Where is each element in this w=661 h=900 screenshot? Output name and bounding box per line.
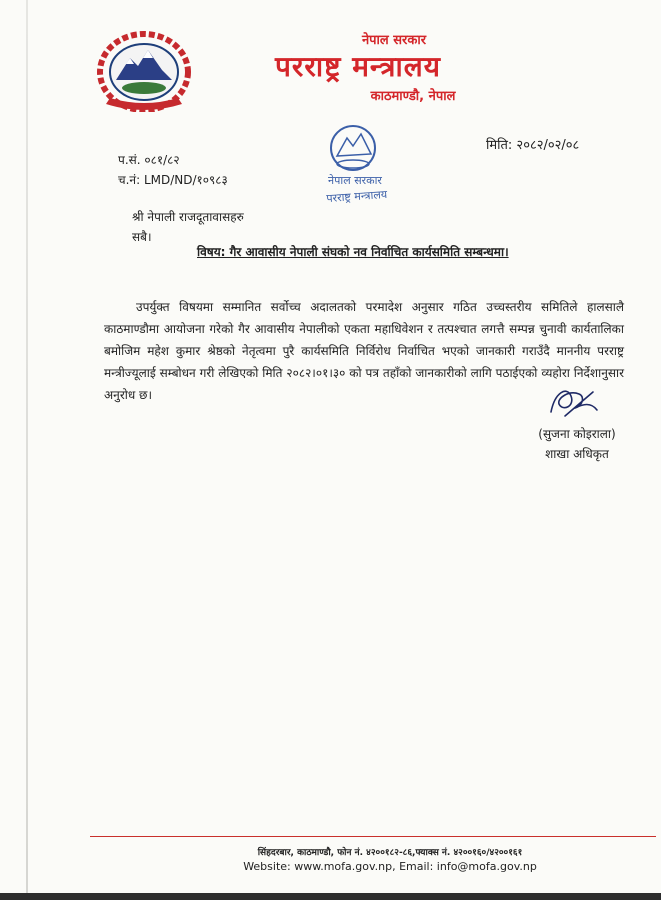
city-name: काठमाण्डौ, नेपाल [370,89,456,104]
nepal-emblem-icon [96,30,192,112]
letterhead [228,30,488,104]
official-stamp-icon [305,116,405,208]
letter-body: उपर्युक्त विषयमा सम्मानित सर्वोच्च अदालतको परमादेश अनुसार गठित उच्चस्तरीय समितिले हालसालै काठमाण्डौमा आयोजना गरेको गैर आवासीय नेपालीको एकता महाधिवेशन र तत्पश्चात लगत्तै सम्पन्न चुनावी कार्यतालिका बमोजिम महेश कुमार श्रेष्ठको नेतृत्वमा पुरै कार्यसमिति निर्विरोध निर्वाचित भएको जानकारी गराउँदै माननीय परराष्ट्र मन्त्रीज्यूलाई सम्बोधन गरी लेखिएको मिति २०८२।०१।३० को पत्र तहाँको जानकारीको लागि पठाईएको व्यहोरा निर्देशानुसार अनुरोध छ। [104,300,624,402]
recipient-block [132,207,244,247]
signatory-name: (सुजना कोइराला) [538,427,616,441]
subject-line: विषय: गैर आवासीय नेपाली संघको नव निर्वाचित कार्यसमिति सम्बन्धमा। [197,245,509,259]
signatory-block [532,424,622,464]
letter-date: मिति: २०८२/०२/०८ [486,138,580,153]
file-number: प.सं. ०८१/८२ [118,153,180,167]
footer [170,845,610,873]
stamp-text-2: परराष्ट्र मन्त्रालय [325,187,388,206]
page-fold-line [26,0,28,893]
recipient-line-2: सबै। [132,230,152,244]
reference-block [118,150,228,190]
government-name: नेपाल सरकार [361,33,427,48]
footer-address: सिंहदरबार, काठमाण्डौ, फोन नं. ४२००१८२-८६,फ्याक्स नं. ४२००१६०/४२००१६१ [257,848,523,858]
recipient-line-1: श्री नेपाली राजदूतावासहरु [132,210,244,224]
dispatch-number: च.नं: LMD/ND/१०९८३ [118,173,228,187]
footer-divider [90,836,656,837]
ministry-name: परराष्ट्र मन्त्रालय [275,50,441,83]
footer-web: Website: www.mofa.gov.np, Email: info@mofa.gov.np [243,860,537,873]
signature-icon [545,382,601,420]
stamp-text-1: नेपाल सरकार [328,174,382,187]
scan-edge [0,893,661,900]
signatory-title: शाखा अधिकृत [545,447,609,461]
